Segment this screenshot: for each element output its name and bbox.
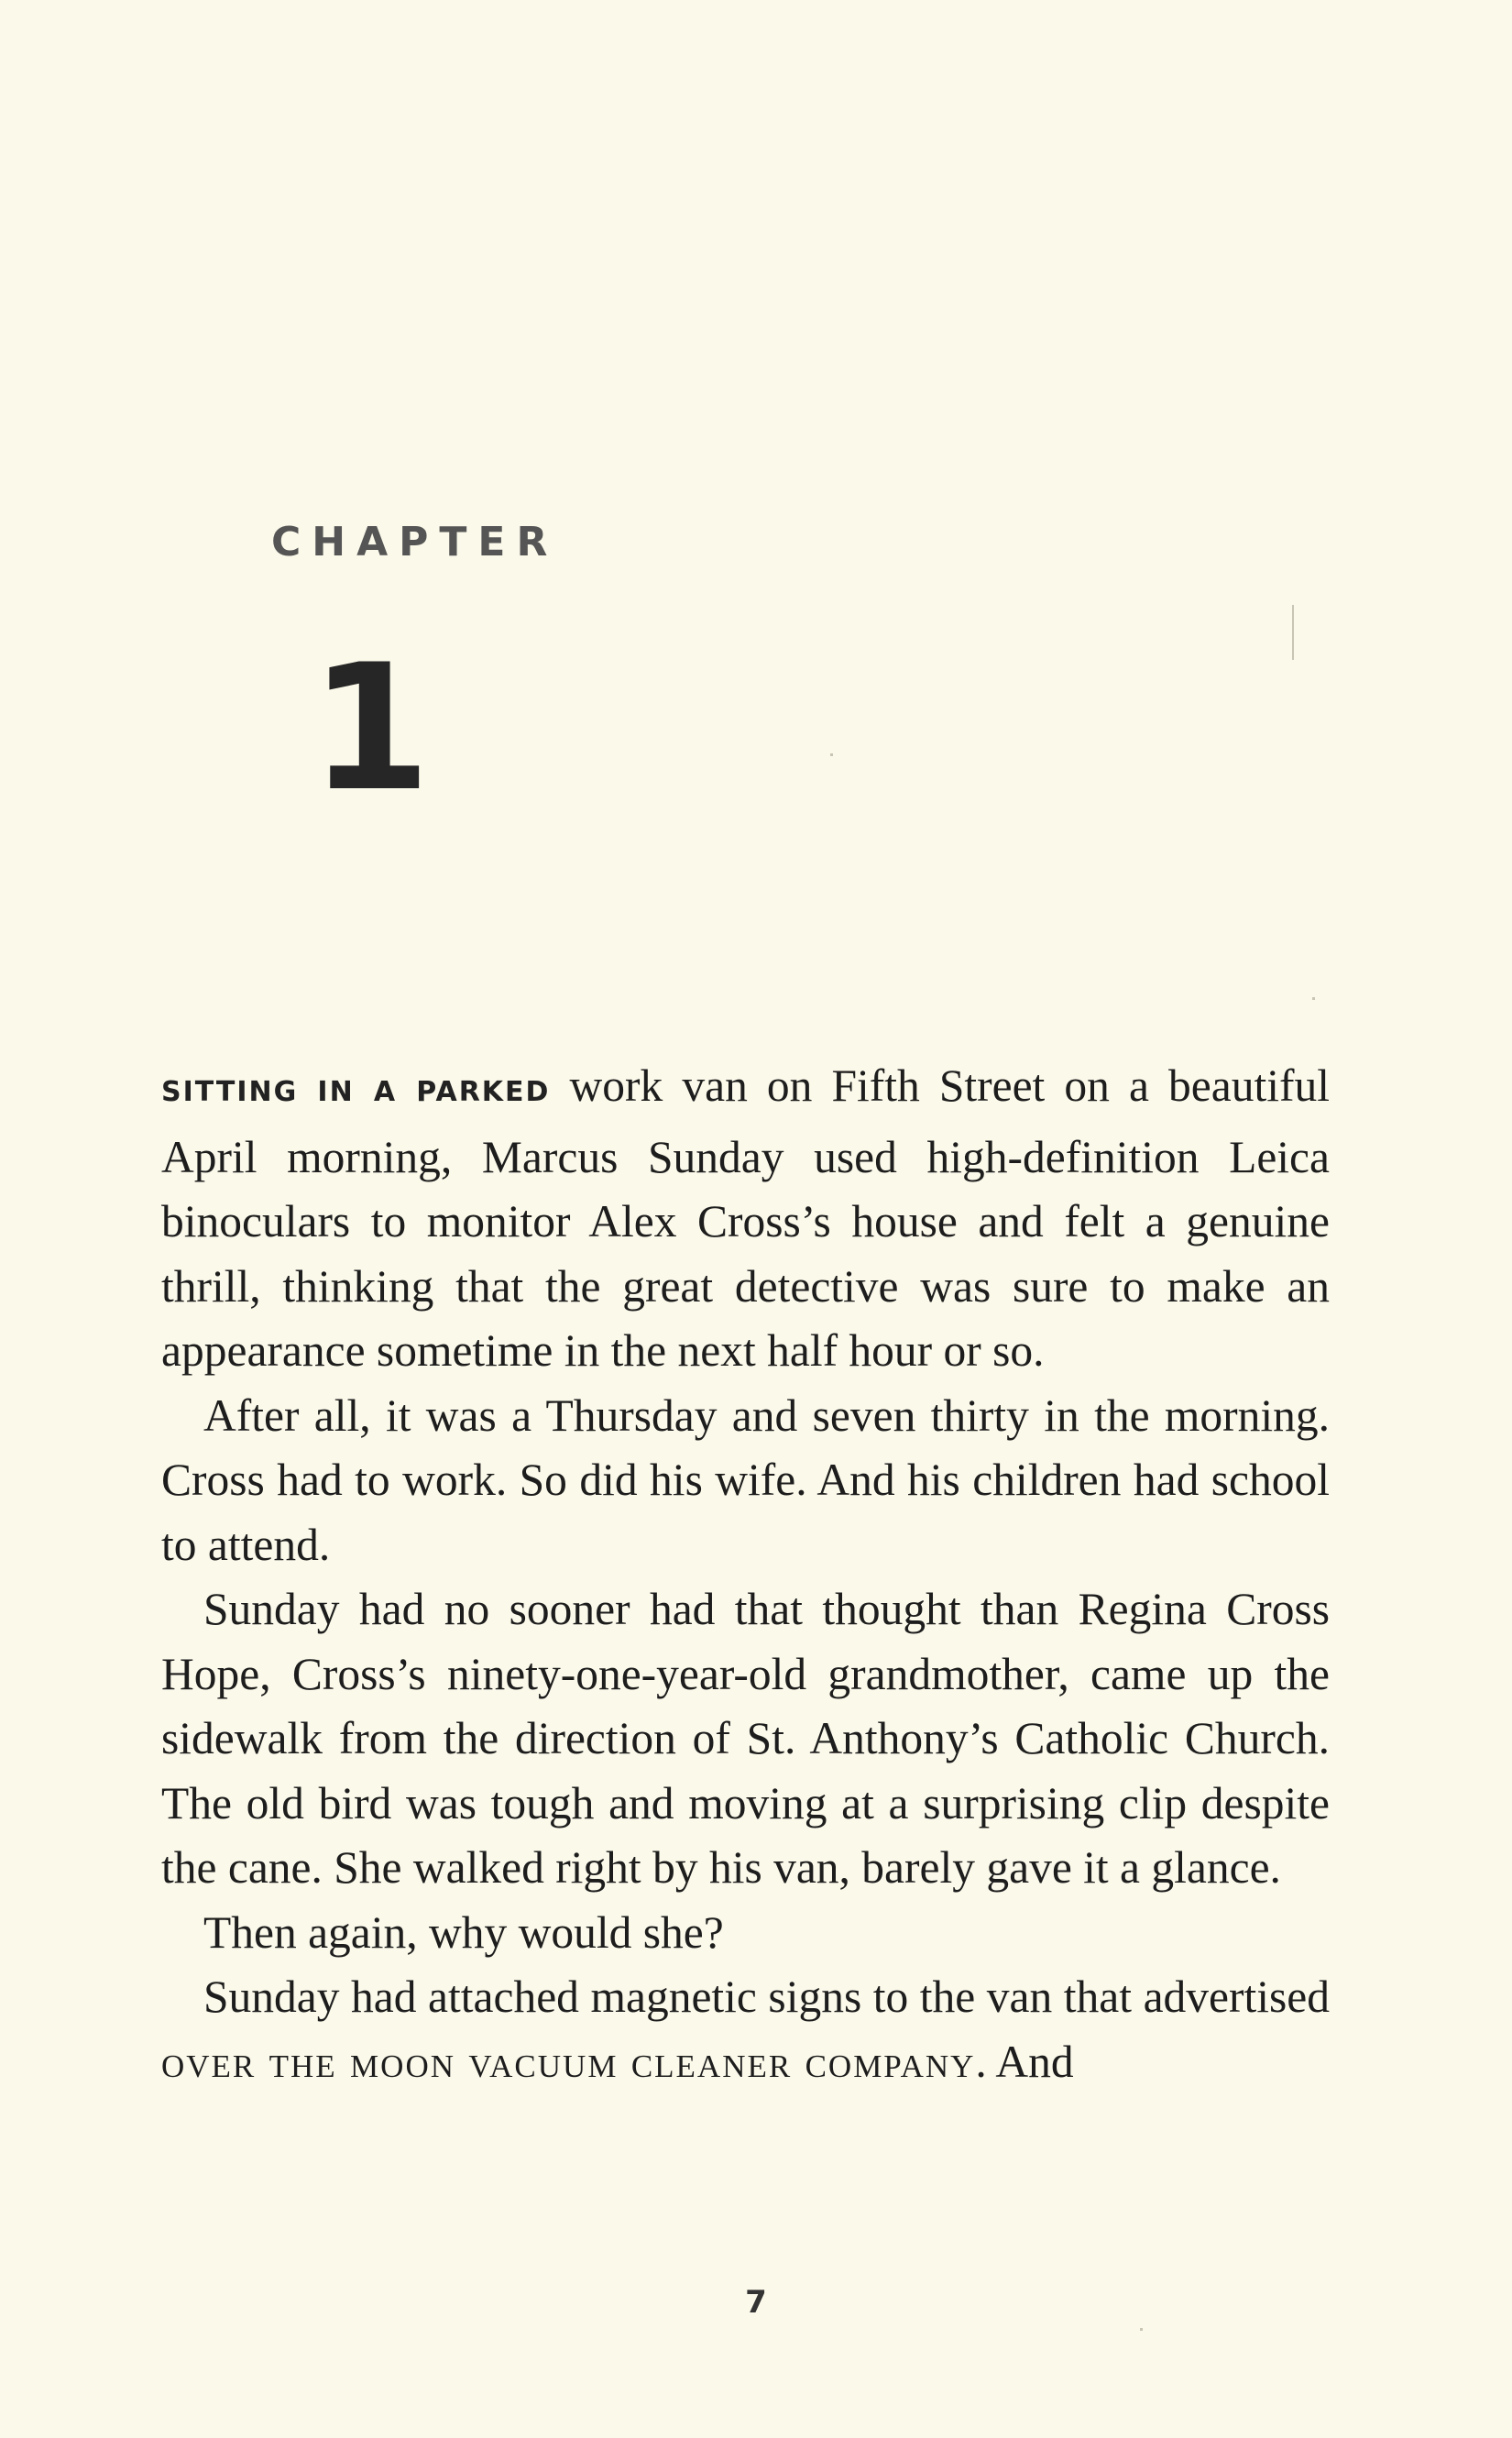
scan-speck [1312,997,1315,1000]
lead-in-small-caps: SITTING IN A PARKED [161,1076,551,1108]
chapter-body [161,1054,1330,2094]
scan-speck [1140,2328,1143,2331]
chapter-number: 1 [310,627,432,829]
chapter-label: CHAPTER [271,519,559,566]
paragraph-1 [161,1054,1330,1384]
paragraph-5 [161,1965,1330,2094]
paragraph-3: Sunday had no sooner had that thought than Regina Cross Hope, Cross’s ninety-one-year-old grandmother, came up the sidewalk from the direction of St. Anthony’s Catholic Church. The old bird was tough and moving at a surprising clip despite the cane. She walked right by his van, barely gave it a glance. [161,1584,1330,1893]
paragraph-5-text-after: . And [975,2036,1074,2087]
paragraph-1-text: work van on Fifth Street on a beautiful April morning, Marcus Sunday used high-definition Leica binoculars to monitor Alex Cross’s house and felt a genuine thrill, thinking that the great detective was sure to make an appearance sometime in the next half hour or so. [161,1060,1330,1376]
paragraph-2: After all, it was a Thursday and seven thirty in the morning. Cross had to work. So did his wife. And his children had school to attend. [161,1389,1330,1570]
scan-speck [830,753,833,756]
page-number: 7 [745,2284,767,2321]
paragraph-4: Then again, why would she? [203,1906,724,1958]
paragraph-5-text-before: Sunday had attached magnetic signs to the van that advertised [203,1971,1330,2022]
scan-speck [1292,605,1294,660]
company-name-small-caps: over the moon vacuum cleaner company [161,2036,976,2087]
